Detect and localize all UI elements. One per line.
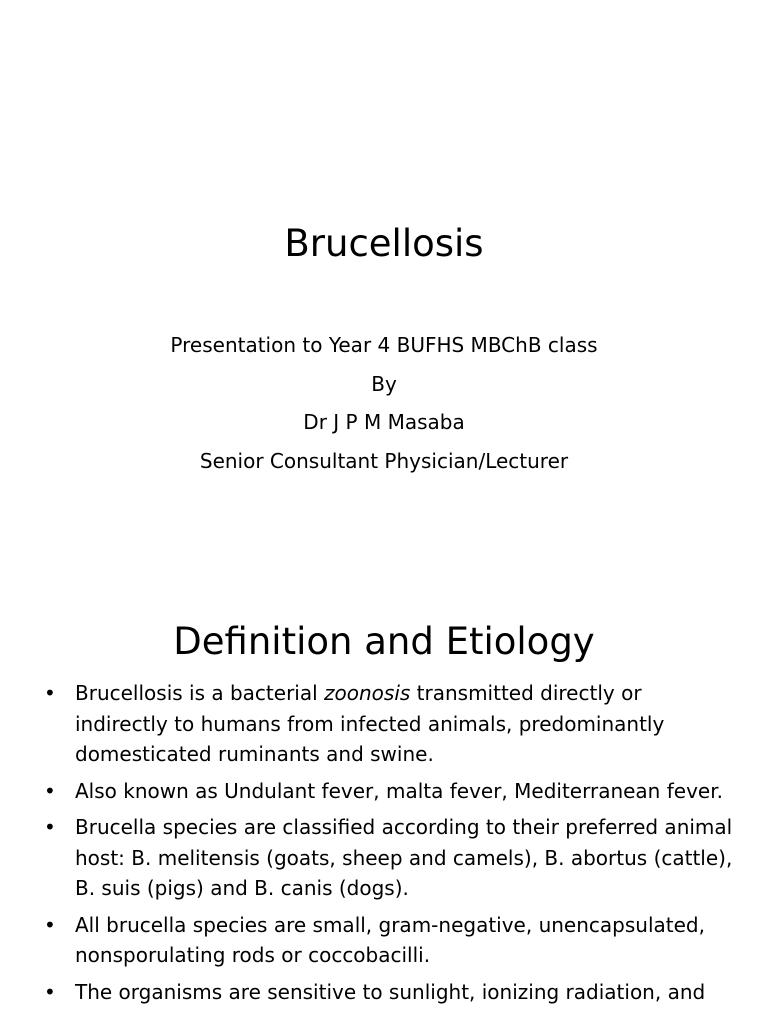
bullet-text: Brucella species are classified according to their preferred animal host: B. melitensis (goats, sheep and camels), B. abortus (cattle), B. suis (pigs) and B. canis (dogs). (75, 815, 733, 900)
bullet-icon: • (44, 979, 56, 1004)
bullet-icon: • (44, 815, 56, 839)
bullet-icon: • (44, 778, 56, 803)
subtitle-line-by: By (371, 371, 397, 396)
subtitle-line-presentation: Presentation to Year 4 BUFHS MBChB class (170, 333, 598, 357)
slide-1-title: Brucellosis (284, 222, 484, 265)
bullet-icon: • (44, 681, 56, 705)
subtitle-line-author: Dr J P M Masaba (303, 410, 465, 434)
slide-2-title: Definition and Etiology (173, 620, 595, 663)
bullet-icon: • (44, 912, 56, 937)
slide-1-subtitle (0, 326, 768, 480)
bullet-text: All brucella species are small, gram-negative, unencapsulated, nonsporulating rods or coccobacilli. (75, 912, 705, 967)
bullet-item (44, 910, 734, 971)
bullet-italic: zoonosis (324, 681, 411, 705)
bullet-list (44, 678, 734, 1013)
bullet-text: Brucellosis is a bacterial zoonosis transmitted directly or indirectly to humans from infected animals, predominantly domesticated ruminants and swine. (75, 681, 665, 766)
bullet-item (44, 776, 734, 807)
bullet-item (44, 977, 734, 1008)
slide-definition (0, 576, 768, 1024)
bullet-text: The organisms are sensitive to sunlight, ionizing radiation, and (75, 979, 706, 1004)
bullet-text: Also known as Undulant fever, malta fever, Mediterranean fever. (75, 778, 723, 803)
bullet-item (44, 678, 734, 770)
subtitle-line-role: Senior Consultant Physician/Lecturer (199, 448, 569, 473)
bullet-item (44, 812, 734, 904)
